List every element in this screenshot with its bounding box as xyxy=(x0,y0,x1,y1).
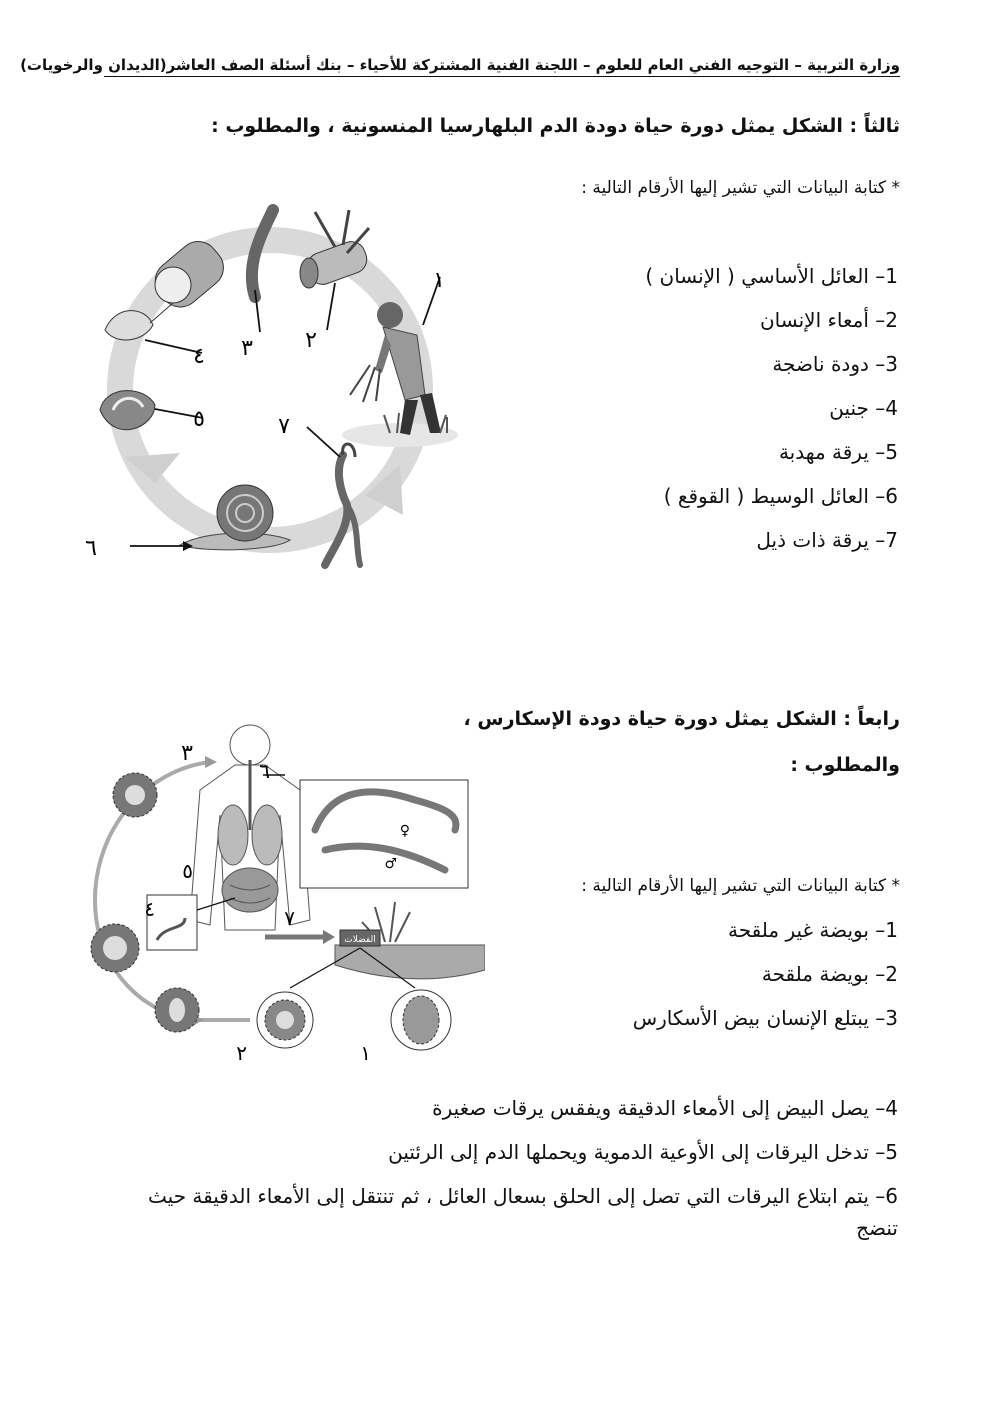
page-header: وزارة التربية – التوجيه الفني العام للعلوم – اللجنة الفنية المشتركة للأحياء – بنك أسئلة الصف العاشر(الديدان والرخويات) xyxy=(104,56,900,77)
fertilized-egg-illustration xyxy=(257,992,313,1048)
ascaris-item-1: 1– بويضة غير ملقحة xyxy=(728,918,898,942)
ascaris-item-4: 4– يصل البيض إلى الأمعاء الدقيقة ويفقس يرقات صغيرة xyxy=(432,1096,898,1120)
egg-on-cycle-1 xyxy=(113,773,157,817)
section3-answer-list xyxy=(645,254,898,562)
ascaris-life-cycle-figure xyxy=(85,720,485,1065)
figure-label-6: ٦ xyxy=(259,759,270,783)
figure-label-1: ١ xyxy=(433,268,445,293)
section3-title: ثالثاً : الشكل يمثل دورة حياة دودة الدم البلهارسيا المنسونية ، والمطلوب : xyxy=(211,115,900,137)
section3-instruction: * كتابة البيانات التي تشير إليها الأرقام التالية : xyxy=(581,178,900,198)
egg-on-cycle-3 xyxy=(155,988,199,1032)
unfertilized-egg-illustration xyxy=(391,990,451,1050)
schistosoma-life-cycle-figure xyxy=(85,195,475,590)
pointer-line-2 xyxy=(327,283,335,330)
figure-label-5: ٥ xyxy=(182,859,193,883)
figure-label-3: ٣ xyxy=(241,336,253,361)
ascaris-item-3: 3– يبتلع الإنسان بيض الأسكارس xyxy=(632,1006,898,1030)
adult-worm-illustration xyxy=(252,210,273,297)
figure-label-7: ٧ xyxy=(284,906,295,930)
ascaris-item-5: 5– تدخل اليرقات إلى الأوعية الدموية ويحملها الدم إلى الرئتين xyxy=(388,1140,898,1164)
answer-item-1: 1– العائل الأساسي ( الإنسان ) xyxy=(645,264,898,288)
section4-title-line2: والمطلوب : xyxy=(790,754,900,776)
pointer-line-7 xyxy=(307,427,340,457)
figure-label-4: ٤ xyxy=(144,897,155,921)
miracidium-illustration xyxy=(100,391,155,430)
figure-label-3: ٣ xyxy=(181,741,193,766)
egg-on-cycle-2 xyxy=(91,924,139,972)
human-body-illustration xyxy=(190,725,310,930)
egg-in-vessel-illustration xyxy=(105,233,232,340)
ascaris-item-6: 6– يتم ابتلاع اليرقات التي تصل إلى الحلق بسعال العائل ، ثم تنتقل إلى الأمعاء الدقيقة حيث تنضج xyxy=(148,1184,898,1240)
answer-item-7: 7– يرقة ذات ذيل xyxy=(756,528,898,552)
cycle-arrowhead-top xyxy=(205,756,217,768)
figure-label-4: ٤ xyxy=(193,344,205,369)
female-symbol: ♀ xyxy=(399,823,410,839)
ascaris-item-2: 2– بويضة ملقحة xyxy=(761,962,898,986)
feces-arrowhead xyxy=(323,930,335,944)
male-symbol: ♂ xyxy=(384,856,397,872)
figure-label-1: ١ xyxy=(360,1041,371,1065)
figure-label-7: ٧ xyxy=(278,414,290,439)
figure-label-2: ٢ xyxy=(236,1041,247,1065)
figure-label-5: ٥ xyxy=(193,407,205,432)
answer-item-4: 4– جنين xyxy=(829,396,898,420)
answer-item-2: 2– أمعاء الإنسان xyxy=(759,308,898,332)
figure-label-6: ٦ xyxy=(85,536,97,561)
section4-answer-list xyxy=(633,908,898,1040)
section4-title-line1: رابعاً : الشكل يمثل دورة حياة دودة الإسكارس ، xyxy=(463,708,900,730)
answer-item-6: 6– العائل الوسيط ( القوقع ) xyxy=(663,484,898,508)
figure-label-2: ٢ xyxy=(305,328,317,353)
section4-instruction: * كتابة البيانات التي تشير إليها الأرقام التالية : xyxy=(581,876,900,896)
answer-item-3: 3– دودة ناضجة xyxy=(772,352,898,376)
feces-label: الفضلات xyxy=(344,935,376,945)
answer-item-5: 5– يرقة مهدبة xyxy=(778,440,898,464)
